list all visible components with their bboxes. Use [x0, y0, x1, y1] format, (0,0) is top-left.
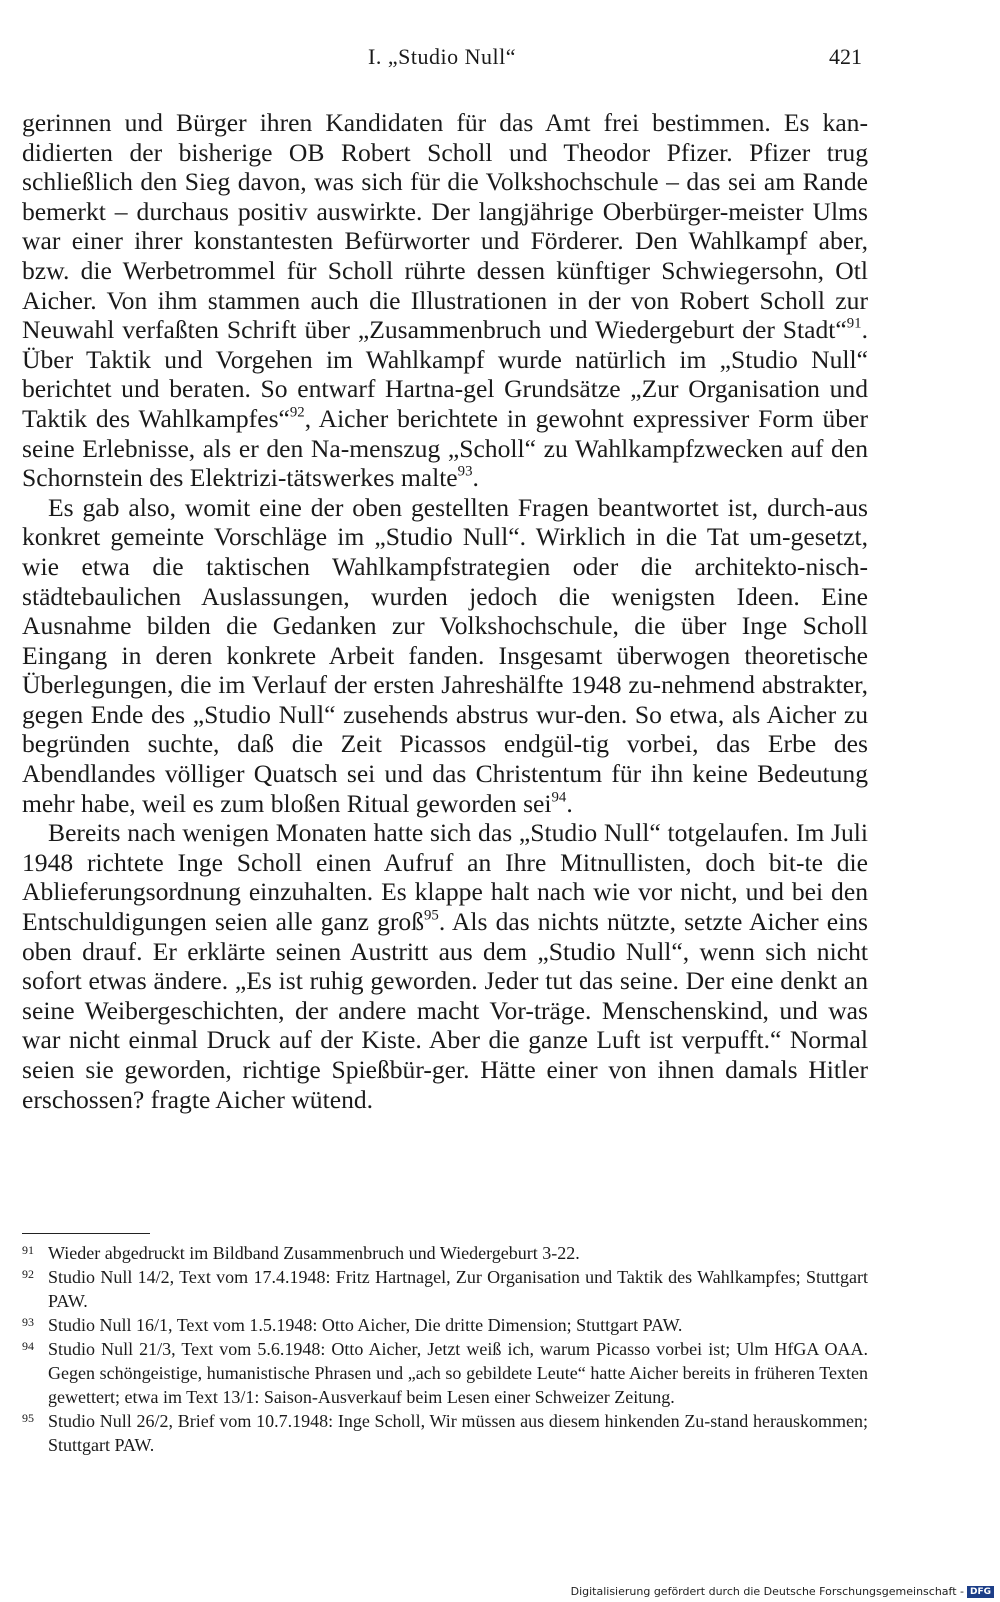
body-text	[22, 108, 868, 1114]
footnote-text: Studio Null 14/2, Text vom 17.4.1948: Fritz Hartnagel, Zur Organisation und Taktik des Wahlkampfes; Stuttgart PAW.	[48, 1267, 868, 1311]
text-run: Bereits nach wenigen Monaten hatte sich das „Studio Null“ totgelaufen. Im Juli 1948 richtete Inge Scholl einen Aufruf an Ihre Mitnullisten, doch bit-te die Ablieferungsordnung einzuhalten. Es klappe halt nach wie vor nicht, und bei den Entschuldigungen seien alle ganz groß	[22, 818, 868, 937]
running-title: I. „Studio Null“	[368, 44, 516, 69]
footnote-text: Wieder abgedruckt im Bildband Zusammenbruch und Wiedergeburt 3-22.	[48, 1243, 580, 1263]
footnote-text: Studio Null 26/2, Brief vom 10.7.1948: Inge Scholl, Wir müssen aus diesem hinkenden Zu-stand herauskommen; Stuttgart PAW.	[48, 1411, 868, 1455]
paragraph-2	[22, 493, 868, 819]
footnote-number: 93	[22, 1315, 34, 1329]
text-run: .	[566, 788, 573, 818]
footnote-91	[22, 1241, 868, 1265]
footnote-number: 95	[22, 1411, 34, 1425]
footnote-ref-91: 91	[846, 315, 862, 332]
text-run: . Über Taktik und Vorgehen im Wahlkampf wurde natürlich im „Studio Null“ berichtet und beraten. So entwarf Hartna-gel Grundsätze „Zur Organisation und Taktik des Wahlkampfes“	[22, 315, 868, 433]
footnote-95	[22, 1409, 868, 1457]
footnote-number: 92	[22, 1267, 34, 1281]
footnote-divider	[22, 1233, 150, 1234]
footnote-92	[22, 1265, 868, 1313]
digitization-text: Digitalisierung gefördert durch die Deutsche Forschungsgemeinschaft -	[570, 1585, 964, 1598]
text-run: gerinnen und Bürger ihren Kandidaten für das Amt frei bestimmen. Es kan-didierten der bisherige OB Robert Scholl und Theodor Pfizer. Pfizer trug schließlich den Sieg davon, was sich für die Volkshochschule – das sei am Rande bemerkt – durchaus positiv auswirkte. Der langjährige Oberbürger-meister Ulms war einer ihrer konstantesten Befürworter und Förderer. Den Wahlkampf aber, bzw. die Werbetrommel für Scholl rührte dessen künftiger Schwiegersohn, Otl Aicher. Von ihm stammen auch die Illustrationen in der von Robert Scholl zur Neuwahl verfaßten Schrift über „Zusammenbruch und Wiedergeburt der Stadt“	[22, 108, 868, 345]
footnote-ref-92: 92	[289, 404, 305, 421]
footnote-number: 91	[22, 1243, 34, 1257]
text-run: , Aicher berichtete in gewohnt expressiver Form über seine Erlebnisse, als er den Na-menszug „Scholl“ zu Wahlkampfzwecken auf den Schornstein des Elektrizi-tätswerkes malte	[22, 403, 868, 493]
text-run: Es gab also, womit eine der oben gestellten Fragen beantwortet ist, durch-aus konkret gemeinte Vorschläge im „Studio Null“. Wirklich in die Tat um-gesetzt, wie etwa die taktischen Wahlkampfstrategien oder die architekto-nisch-städtebaulichen Auslassungen, wurden jedoch die wenigsten Ideen. Eine Ausnahme bilden die Gedanken zur Volkshochschule, die über Inge Scholl Eingang in deren konkrete Arbeit fanden. Insgesamt überwogen theoretische Überlegungen, die im Verlauf der ersten Jahreshälfte 1948 zu-nehmend abstrakter, gegen Ende des „Studio Null“ zusehends abstrus wur-den. So etwa, als Aicher zu begründen suchte, daß die Zeit Picassos endgül-tig vorbei, das Erbe des Abendlandes völliger Quatsch sei und das Christentum für ihn keine Bedeutung mehr habe, weil es zum bloßen Ritual geworden sei	[22, 492, 868, 818]
footnotes	[22, 1241, 868, 1457]
text-run: . Als das nichts nützte, setzte Aicher eins oben drauf. Er erklärte seinen Austritt aus dem „Studio Null“, wenn sich nicht sofort etwas ändere. „Es ist ruhig geworden. Jeder tut das seine. Der eine denkt an seine Weibergeschichten, der andere macht Vor-träge. Menschenskind, und was war nicht einmal Druck auf der Kiste. Aber die ganze Luft ist verpufft.“ Normal seien sie geworden, richtige Spießbür-ger. Hätte einer von ihnen damals Hitler erschossen? fragte Aicher wütend.	[22, 907, 868, 1114]
footnote-93	[22, 1313, 868, 1337]
footnote-94	[22, 1337, 868, 1409]
footnote-text: Studio Null 16/1, Text vom 1.5.1948: Otto Aicher, Die dritte Dimension; Stuttgart PAW.	[48, 1315, 683, 1335]
page-header	[22, 44, 862, 76]
page-number: 421	[829, 44, 862, 69]
footnote-ref-93: 93	[457, 463, 473, 480]
dfg-logo: DFG	[967, 1586, 994, 1598]
text-run: .	[472, 463, 479, 493]
paragraph-1	[22, 108, 868, 493]
footnote-text: Studio Null 21/3, Text vom 5.6.1948: Otto Aicher, Jetzt weiß ich, warum Picasso vorbei ist; Ulm HfGA OAA. Gegen schöngeistige, humanistische Phrasen und „ach so gebildete Leute“ hatte Aicher bereits in früheren Texten gewettert; etwa im Text 13/1: Saison-Ausverkauf beim Lesen einer Schweizer Zeitung.	[48, 1339, 868, 1407]
footnote-ref-95: 95	[424, 907, 439, 924]
digitization-note	[571, 1585, 994, 1598]
footnote-ref-94: 94	[551, 789, 567, 806]
footnote-number: 94	[22, 1339, 34, 1353]
paragraph-3	[22, 818, 868, 1114]
